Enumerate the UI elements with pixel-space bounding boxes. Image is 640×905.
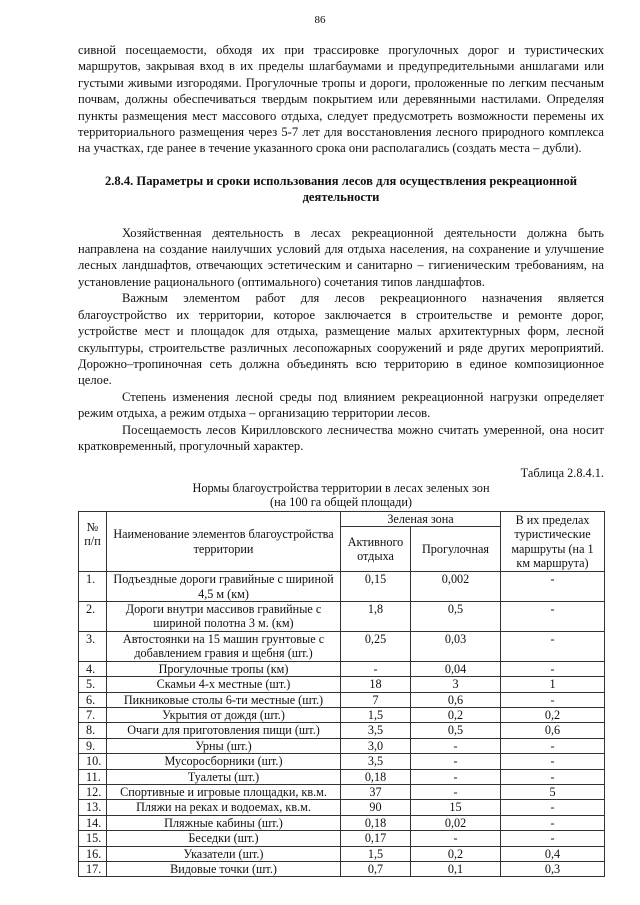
cell-active: 3,5 — [341, 754, 411, 769]
cell-walking: - — [411, 754, 501, 769]
paragraph: Степень изменения лесной среды под влиянием рекреационной нагрузки определяет режим отдыха, а режим отдыха – организацию территории лесов. — [78, 389, 604, 421]
cell-n: 14. — [79, 815, 107, 830]
document-body — [78, 42, 604, 454]
cell-name: Видовые точки (шт.) — [107, 861, 341, 876]
table-row — [79, 631, 605, 661]
cell-walking: 0,03 — [411, 631, 501, 661]
cell-tourist: 1 — [501, 677, 605, 692]
header-name: Наименование элементов благоустройства территории — [107, 511, 341, 571]
table-row — [79, 815, 605, 830]
cell-tourist: 0,2 — [501, 707, 605, 722]
table-row — [79, 831, 605, 846]
table-title: Нормы благоустройства территории в лесах зеленых зон — [192, 480, 490, 495]
cell-tourist: 0,4 — [501, 846, 605, 861]
table-row — [79, 754, 605, 769]
header-walking: Прогулочная — [411, 527, 501, 572]
table-row — [79, 846, 605, 861]
cell-name: Урны (шт.) — [107, 738, 341, 753]
table-row — [79, 602, 605, 632]
cell-n: 13. — [79, 800, 107, 815]
table-row — [79, 769, 605, 784]
cell-active: 37 — [341, 784, 411, 799]
cell-n: 11. — [79, 769, 107, 784]
cell-n: 16. — [79, 846, 107, 861]
cell-n: 12. — [79, 784, 107, 799]
cell-n: 4. — [79, 661, 107, 676]
cell-active: 3,5 — [341, 723, 411, 738]
cell-walking: 0,6 — [411, 692, 501, 707]
cell-active: 1,5 — [341, 707, 411, 722]
cell-active: 0,17 — [341, 831, 411, 846]
cell-walking: - — [411, 738, 501, 753]
cell-active: 7 — [341, 692, 411, 707]
cell-tourist: 0,3 — [501, 861, 605, 876]
table-caption — [78, 466, 604, 510]
cell-walking: 0,2 — [411, 707, 501, 722]
table-subtitle: (на 100 га общей площади) — [269, 495, 412, 510]
cell-active: 1,8 — [341, 602, 411, 632]
table-row — [79, 800, 605, 815]
cell-name: Дороги внутри массивов гравийные с шириной полотна 3 м. (км) — [107, 602, 341, 632]
cell-n: 1. — [79, 572, 107, 602]
cell-tourist: - — [501, 769, 605, 784]
cell-n: 17. — [79, 861, 107, 876]
header-num: № п/п — [79, 511, 107, 571]
cell-active: 0,7 — [341, 861, 411, 876]
cell-active: 0,25 — [341, 631, 411, 661]
cell-name: Укрытия от дождя (шт.) — [107, 707, 341, 722]
cell-name: Прогулочные тропы (км) — [107, 661, 341, 676]
table-row — [79, 723, 605, 738]
cell-n: 5. — [79, 677, 107, 692]
cell-tourist: - — [501, 754, 605, 769]
cell-walking: 3 — [411, 677, 501, 692]
cell-tourist: 0,6 — [501, 723, 605, 738]
table-row — [79, 677, 605, 692]
header-active: Активного отдыха — [341, 527, 411, 572]
cell-walking: 0,04 — [411, 661, 501, 676]
paragraph-continued: сивной посещаемости, обходя их при трассировке прогулочных дорог и туристических маршрутов, закрывая вход в их пределы шлагбаумами и предупредительными аншлагами или густыми живыми изгородями. Прогулочные тропы и дороги, проложенные по легким песчаным почвам, должны обеспечиваться твердым покрытием или деревянными настилами. Определяя пункты размещения мест массового отдыха, следует предусмотреть возможности перемены их территориального размещения через 5-7 лет для восстановления лесного природного комплекса на участках, где ранее в течение указанного срока они располагались (создать места – дубли). — [78, 43, 604, 156]
cell-walking: 0,1 — [411, 861, 501, 876]
cell-tourist: - — [501, 661, 605, 676]
page-number: 86 — [314, 14, 326, 26]
cell-walking: 0,5 — [411, 602, 501, 632]
table-number: Таблица 2.8.4.1. — [520, 466, 604, 481]
cell-tourist: 5 — [501, 784, 605, 799]
cell-walking: 0,002 — [411, 572, 501, 602]
header-tourist: В их пределах туристические маршруты (на 1 км маршрута) — [501, 511, 605, 571]
header-green-zone: Зеленая зона — [341, 511, 501, 526]
cell-name: Мусоросборники (шт.) — [107, 754, 341, 769]
cell-name: Указатели (шт.) — [107, 846, 341, 861]
cell-walking: 0,02 — [411, 815, 501, 830]
cell-name: Подъездные дороги гравийные с шириной 4,5 м (км) — [107, 572, 341, 602]
cell-active: 3,0 — [341, 738, 411, 753]
table-row — [79, 692, 605, 707]
table-row — [79, 707, 605, 722]
table-body — [79, 572, 605, 877]
table-row — [79, 738, 605, 753]
cell-active: - — [341, 661, 411, 676]
table-row — [79, 861, 605, 876]
cell-name: Туалеты (шт.) — [107, 769, 341, 784]
cell-tourist: - — [501, 602, 605, 632]
cell-tourist: - — [501, 815, 605, 830]
cell-name: Пляжные кабины (шт.) — [107, 815, 341, 830]
cell-walking: - — [411, 784, 501, 799]
cell-active: 18 — [341, 677, 411, 692]
cell-tourist: - — [501, 800, 605, 815]
cell-n: 3. — [79, 631, 107, 661]
table-row — [79, 784, 605, 799]
page-content — [78, 0, 604, 897]
cell-active: 0,18 — [341, 815, 411, 830]
cell-name: Спортивные и игровые площадки, кв.м. — [107, 784, 341, 799]
cell-tourist: - — [501, 692, 605, 707]
cell-n: 2. — [79, 602, 107, 632]
cell-tourist: - — [501, 831, 605, 846]
cell-n: 10. — [79, 754, 107, 769]
cell-active: 0,15 — [341, 572, 411, 602]
section-heading: 2.8.4. Параметры и сроки использования лесов для осуществления рекреационной деятельности — [104, 173, 578, 205]
cell-tourist: - — [501, 572, 605, 602]
cell-name: Беседки (шт.) — [107, 831, 341, 846]
paragraph: Важным элементом работ для лесов рекреационного назначения является благоустройство их территории, которое заключается в строительстве и ремонте дорог, устройстве мест и площадок для отдыха, размещение малых архитектурных форм, лесной скульптуры, строительстве различных лесопожарных сооружений и ряде других мероприятий. Дорожно–тропиночная сеть должна объединять всю территорию в единое композиционное целое. — [78, 291, 604, 388]
cell-name: Очаги для приготовления пищи (шт.) — [107, 723, 341, 738]
table-row — [79, 661, 605, 676]
cell-n: 8. — [79, 723, 107, 738]
cell-active: 0,18 — [341, 769, 411, 784]
cell-walking: 0,5 — [411, 723, 501, 738]
cell-walking: 0,2 — [411, 846, 501, 861]
paragraph: Посещаемость лесов Кирилловского лесничества можно считать умеренной, она носит кратковременный, прогулочный характер. — [78, 422, 604, 453]
cell-name: Автостоянки на 15 машин грунтовые с добавлением гравия и щебня (шт.) — [107, 631, 341, 661]
cell-n: 6. — [79, 692, 107, 707]
cell-walking: 15 — [411, 800, 501, 815]
cell-name: Скамьи 4-х местные (шт.) — [107, 677, 341, 692]
cell-walking: - — [411, 769, 501, 784]
cell-name: Пляжи на реках и водоемах, кв.м. — [107, 800, 341, 815]
cell-walking: - — [411, 831, 501, 846]
cell-name: Пикниковые столы 6-ти местные (шт.) — [107, 692, 341, 707]
cell-active: 1,5 — [341, 846, 411, 861]
table-row — [79, 572, 605, 602]
cell-tourist: - — [501, 738, 605, 753]
cell-n: 7. — [79, 707, 107, 722]
paragraph: Хозяйственная деятельность в лесах рекреационной деятельности должна быть направлена на создание наилучших условий для отдыха населения, на сохранение и улучшение лесных ландшафтов, отвечающих эстетическим и санитарно – гигиеническим требованиям, на установление рационального (оптимального) сочетания типов ландшафтов. — [78, 225, 604, 289]
cell-n: 9. — [79, 738, 107, 753]
cell-tourist: - — [501, 631, 605, 661]
cell-n: 15. — [79, 831, 107, 846]
norms-table — [78, 511, 605, 878]
cell-active: 90 — [341, 800, 411, 815]
